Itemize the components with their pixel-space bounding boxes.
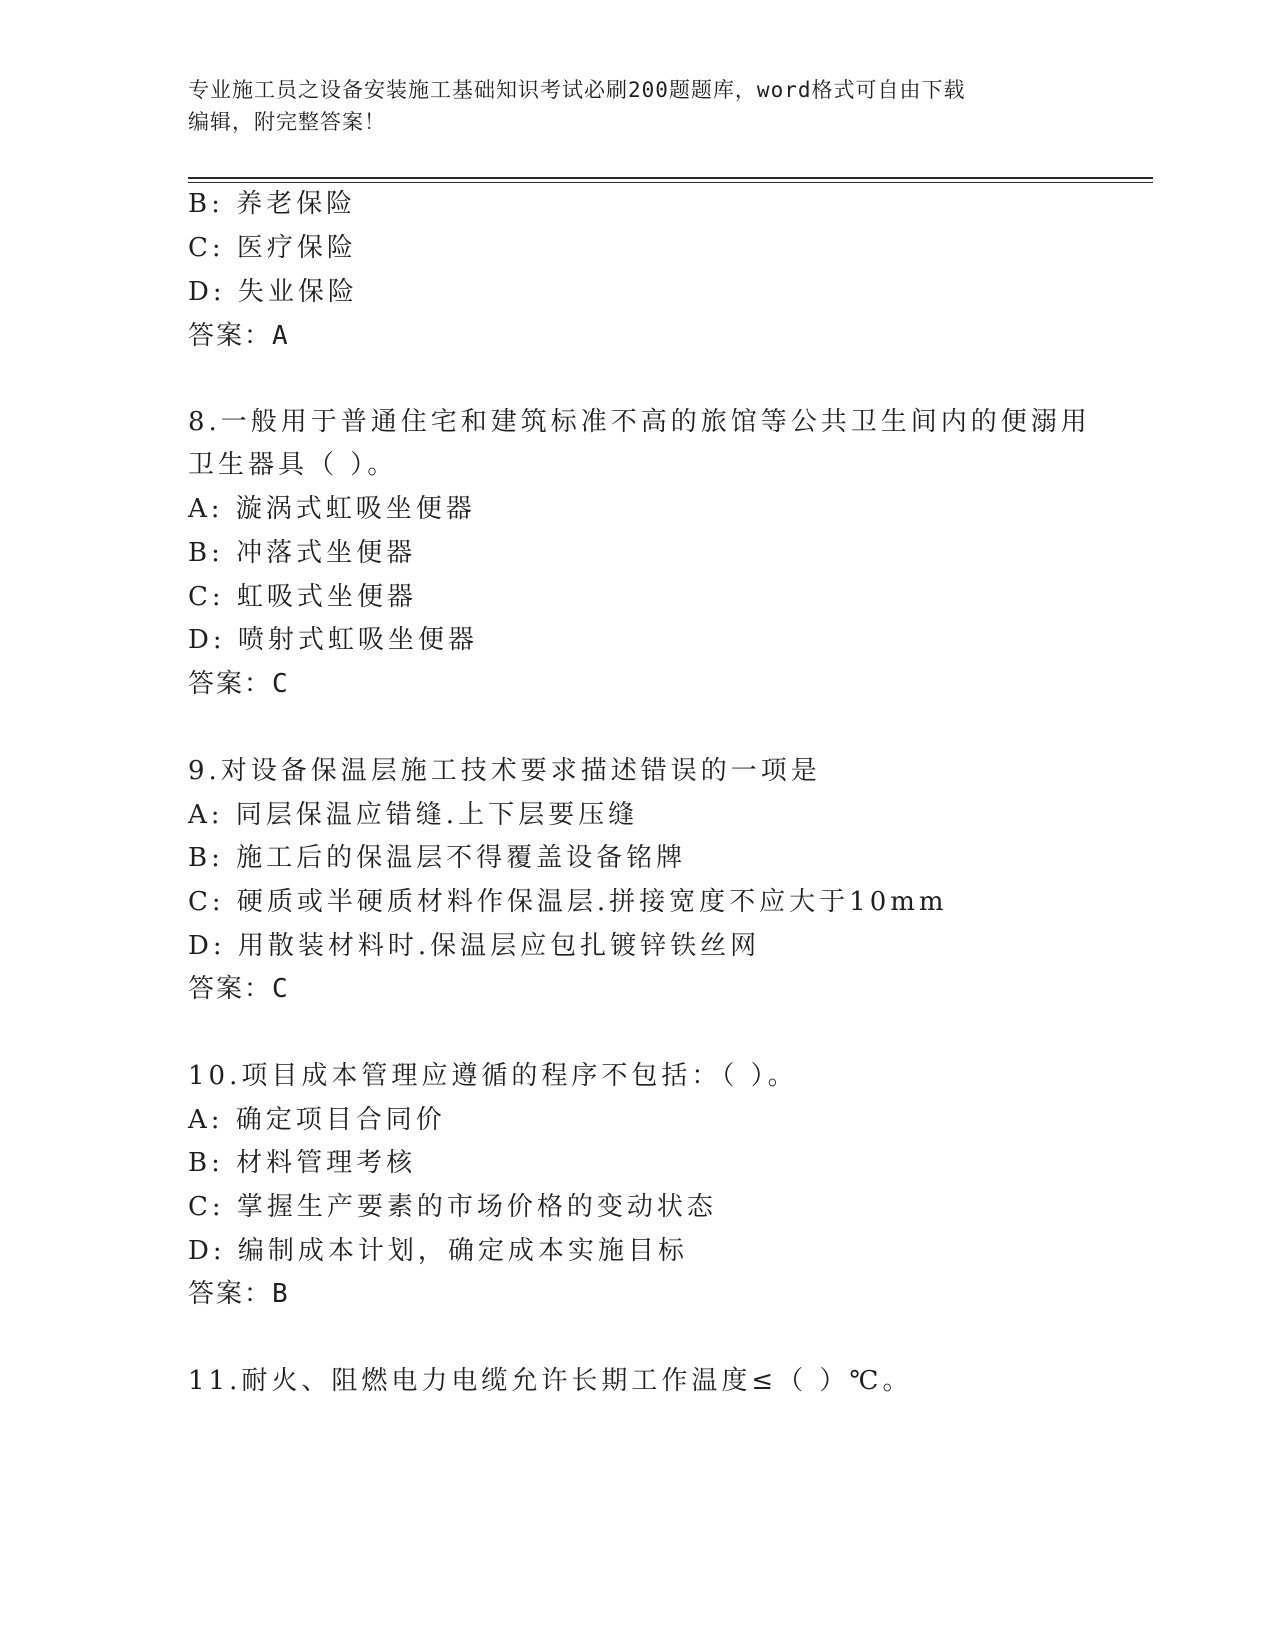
q11-question: 11.耐火、阻燃电力电缆允许长期工作温度≤（ ）℃。 bbox=[188, 1366, 913, 1396]
q8-option-d: D: 喷射式虹吸坐便器 bbox=[188, 625, 478, 655]
q9-option-c: C: 硬质或半硬质材料作保温层.拼接宽度不应大于10mm bbox=[188, 887, 948, 917]
q10-option-a: A: 确定项目合同价 bbox=[188, 1105, 446, 1135]
q8-question-line-1: 8.一般用于普通住宅和建筑标准不高的旅馆等公共卫生间内的便溺用 bbox=[188, 407, 1091, 437]
q8-answer: 答案：C bbox=[188, 669, 290, 699]
q10-question: 10.项目成本管理应遵循的程序不包括：（ ）。 bbox=[188, 1061, 798, 1091]
q10-option-d: D: 编制成本计划，确定成本实施目标 bbox=[188, 1236, 688, 1266]
q9-question: 9.对设备保温层施工技术要求描述错误的一项是 bbox=[188, 756, 821, 786]
q7-answer: 答案：A bbox=[188, 321, 290, 351]
q8-option-b: B: 冲落式坐便器 bbox=[188, 538, 417, 568]
q8-question-line-2: 卫生器具（ ）。 bbox=[188, 450, 398, 480]
q9-option-b: B: 施工后的保温层不得覆盖设备铭牌 bbox=[188, 843, 687, 873]
header-divider-thin bbox=[188, 182, 1153, 183]
header-title-line-1: 专业施工员之设备安装施工基础知识考试必刷200题题库，word格式可自由下载 bbox=[188, 78, 966, 102]
q9-option-a: A: 同层保温应错缝.上下层要压缝 bbox=[188, 800, 639, 830]
q9-answer: 答案：C bbox=[188, 974, 290, 1004]
document-header bbox=[188, 74, 1068, 138]
q10-option-b: B: 材料管理考核 bbox=[188, 1148, 417, 1178]
header-divider-thick bbox=[188, 177, 1153, 179]
q8-option-c: C: 虹吸式坐便器 bbox=[188, 582, 417, 612]
q7-option-b: B: 养老保险 bbox=[188, 189, 357, 219]
q7-option-c: C: 医疗保险 bbox=[188, 233, 357, 263]
q10-answer: 答案：B bbox=[188, 1279, 290, 1309]
q9-option-d: D: 用散装材料时.保温层应包扎镀锌铁丝网 bbox=[188, 931, 761, 961]
q10-option-c: C: 掌握生产要素的市场价格的变动状态 bbox=[188, 1192, 717, 1222]
q8-option-a: A: 漩涡式虹吸坐便器 bbox=[188, 494, 476, 524]
q7-option-d: D: 失业保险 bbox=[188, 277, 358, 307]
header-title-line-2: 编辑，附完整答案！ bbox=[188, 110, 386, 134]
